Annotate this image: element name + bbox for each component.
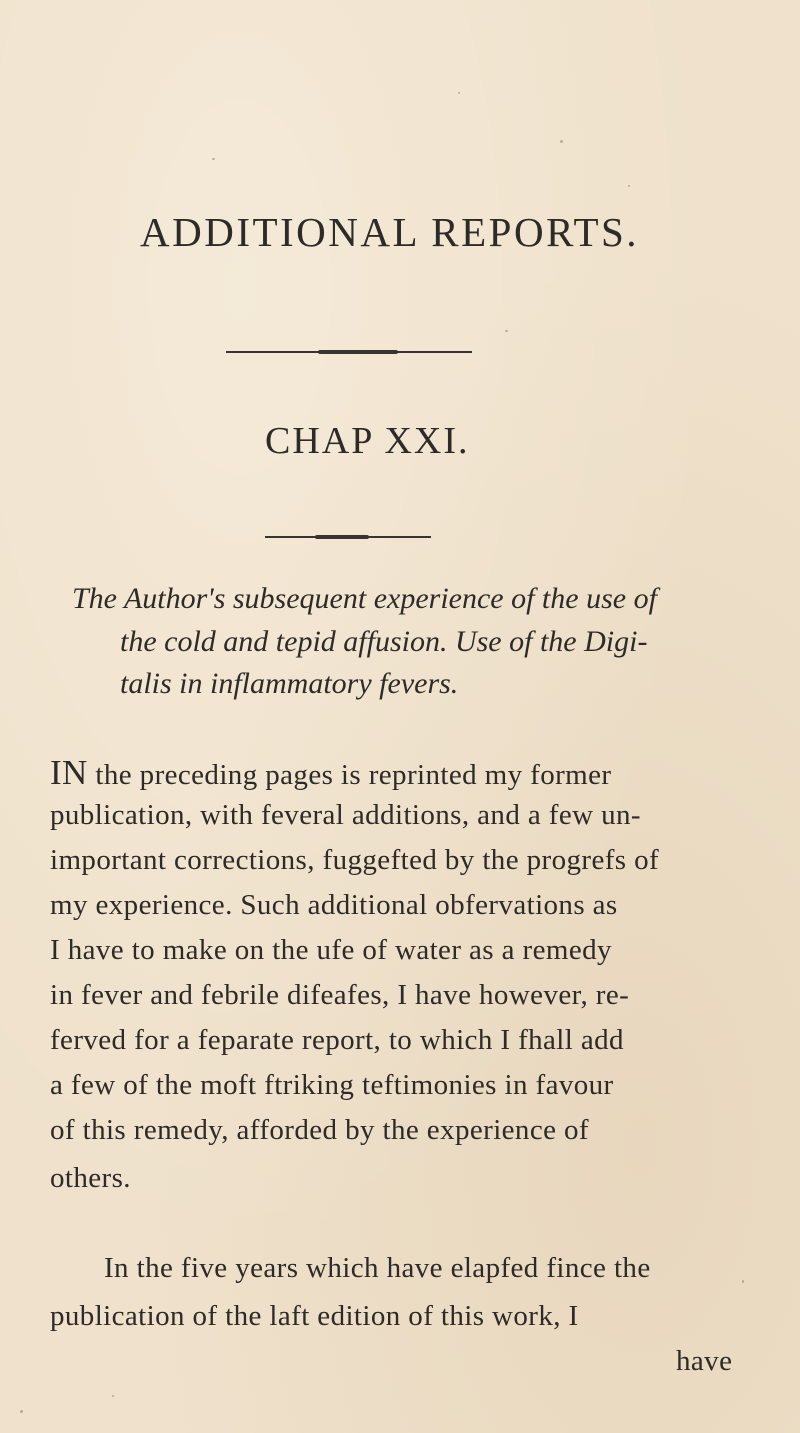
drop-cap: IN xyxy=(50,753,88,792)
paragraph-2-line: In the five years which have elapfed fince the xyxy=(104,1252,651,1284)
ornamental-rule-top xyxy=(226,351,472,353)
ornamental-rule-bottom-swell xyxy=(315,535,369,539)
running-head: ADDITIONAL REPORTS. xyxy=(140,209,640,255)
paragraph-1-first-line xyxy=(50,755,611,790)
paragraph-1-line: my experience. Such additional obfervations as xyxy=(50,889,618,921)
paragraph-1-line: I have to make on the ufe of water as a remedy xyxy=(50,934,612,966)
paragraph-1-line: of this remedy, afforded by the experience of xyxy=(50,1114,589,1146)
paragraph-1-line: publication, with feveral additions, and a few un- xyxy=(50,799,641,831)
chapter-summary-line: The Author's subsequent experience of the use of xyxy=(72,582,657,615)
paragraph-1-line: important corrections, fuggefted by the progrefs of xyxy=(50,844,660,876)
catchword: have xyxy=(676,1345,733,1377)
chapter-heading: CHAP XXI. xyxy=(265,420,470,462)
ornamental-rule-top-swell xyxy=(318,350,398,354)
ornamental-rule-bottom xyxy=(265,536,431,538)
paragraph-2-line: publication of the laft edition of this work, I xyxy=(50,1300,579,1332)
paragraph-1-line: a few of the moft ftriking teftimonies in favour xyxy=(50,1069,614,1101)
paragraph-1-line: in fever and febrile difeafes, I have however, re- xyxy=(50,979,630,1011)
paragraph-1-line: others. xyxy=(50,1162,131,1194)
chapter-summary-line: talis in inflammatory fevers. xyxy=(120,667,459,700)
chapter-summary-line: the cold and tepid affusion. Use of the Digi- xyxy=(120,625,648,658)
first-line-text: the preceding pages is reprinted my former xyxy=(87,759,612,791)
paragraph-1-line: ferved for a feparate report, to which I fhall add xyxy=(50,1024,624,1056)
